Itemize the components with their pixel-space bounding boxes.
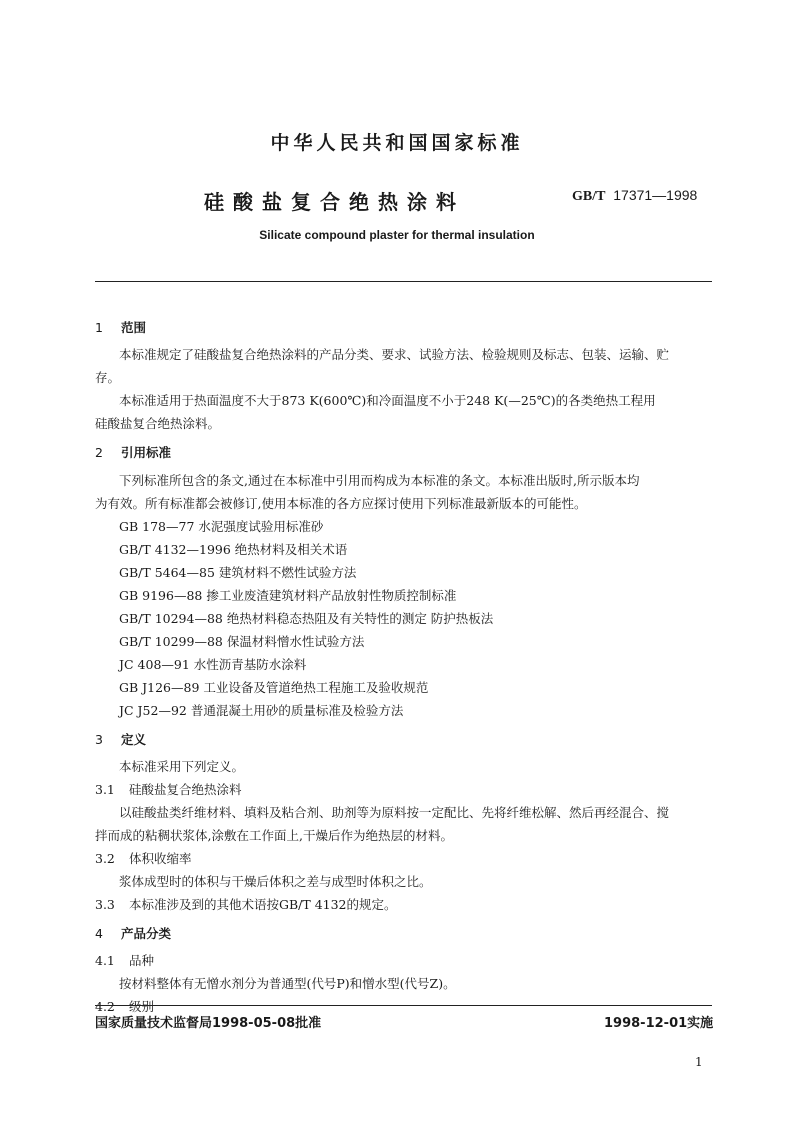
footer-divider [95,1005,712,1006]
definition-3-2-heading: 3.2 体积收缩率 [95,851,192,866]
document-title-en: Silicate compound plaster for thermal insulation [259,228,535,242]
standard-prefix: GB/T [572,189,606,204]
reference-item: JC 408—91 水性沥青基防水涂料 [119,657,307,672]
clause-4-1-text: 按材料整体有无憎水剂分为普通型(代号P)和憎水型(代号Z)。 [119,976,456,991]
reference-item: GB 9196—88 掺工业废渣建筑材料产品放射性物质控制标准 [119,588,457,603]
reference-item: GB 178—77 水泥强度试验用标准砂 [119,519,324,534]
reference-item: GB/T 10299—88 保温材料憎水性试验方法 [119,634,365,649]
section-2-intro-line-1: 下列标准所包含的条文,通过在本标准中引用而构成为本标准的条文。本标准出版时,所示版本均 [119,473,640,488]
clause-4-2-heading: 4.2 级别 [95,999,155,1014]
header-divider [95,281,712,282]
definition-3-3: 3.3 本标准涉及到的其他术语按GB/T 4132的规定。 [95,897,397,912]
section-1-para-2-line-1: 本标准适用于热面温度不大于873 K(600℃)和冷面温度不小于248 K(—25℃)的各类绝热工程用 [119,393,656,408]
implementation-date: 1998-12-01实施 [604,1016,714,1031]
approval-line: 国家质量技术监督局1998-05-08批准 [95,1016,322,1031]
reference-item: GB/T 4132—1996 绝热材料及相关术语 [119,542,348,557]
section-1-para-1-line-2: 存。 [95,370,121,385]
section-1-para-1-line-1: 本标准规定了硅酸盐复合绝热涂料的产品分类、要求、试验方法、检验规则及标志、包装、运输、贮 [119,347,670,362]
definition-3-2-text: 浆体成型时的体积与干燥后体积之差与成型时体积之比。 [119,874,432,889]
definition-3-1-line-1: 以硅酸盐类纤维材料、填料及粘合剂、助剂等为原料按一定配比、先将纤维松解、然后再经混合、搅 [119,805,670,820]
section-4-heading: 4 产品分类 [95,926,172,941]
section-3-heading: 3 定义 [95,732,147,747]
reference-item: GB J126—89 工业设备及管道绝热工程施工及验收规范 [119,680,429,695]
reference-item: GB/T 10294—88 绝热材料稳态热阻及有关特性的测定 防护热板法 [119,611,494,626]
page-number: 1 [695,1055,703,1069]
section-1-para-2-line-2: 硅酸盐复合绝热涂料。 [95,416,221,431]
standard-code: 17371—1998 [613,187,698,203]
national-standard-heading: 中华人民共和国国家标准 [270,132,524,154]
section-1-heading: 1 范围 [95,320,147,335]
clause-4-1-heading: 4.1 品种 [95,953,155,968]
section-2-intro-line-2: 为有效。所有标准都会被修订,使用本标准的各方应探讨使用下列标准最新版本的可能性。 [95,496,587,511]
definition-3-1-heading: 3.1 硅酸盐复合绝热涂料 [95,782,242,797]
section-3-intro: 本标准采用下列定义。 [119,759,245,774]
standard-number [572,187,697,205]
section-2-heading: 2 引用标准 [95,445,172,460]
reference-item: JC J52—92 普通混凝土用砂的质量标准及检验方法 [119,703,404,718]
definition-3-1-line-2: 拌而成的粘稠状浆体,涂敷在工作面上,干燥后作为绝热层的材料。 [95,828,453,843]
reference-item: GB/T 5464—85 建筑材料不燃性试验方法 [119,565,357,580]
document-title-cn: 硅酸盐复合绝热涂料 [204,190,465,214]
